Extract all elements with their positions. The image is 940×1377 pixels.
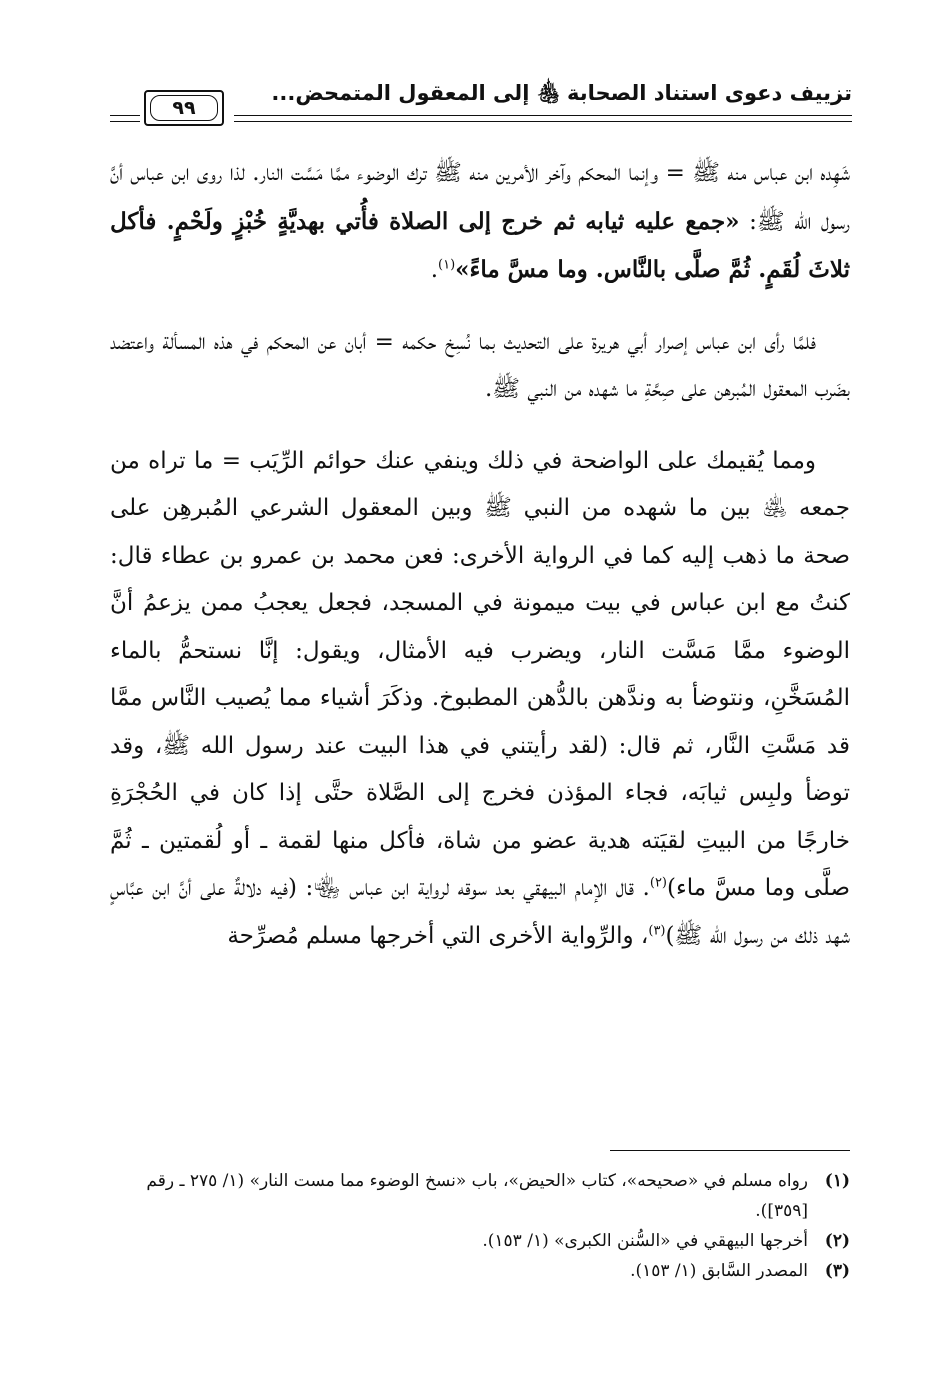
header-rule-left-top: [110, 115, 140, 116]
footnote-2-number: (٢): [824, 1231, 850, 1251]
paragraph-3-part-c: ، والرِّواية الأخرى التي أخرجها مسلم مُصرِّحة: [227, 922, 649, 949]
page-number-frame: [144, 90, 224, 126]
footnote-1-number: (١): [824, 1171, 850, 1191]
paragraph-2: فلمَّا رأى ابن عباس إصرار أبي هريرة على التحديث بما نُسِخ حكمه = أبان عن المحكم في هذه المسألة واعتضد بضَرب المعقول المُبرهن على صِحَّةِ ما شهده من النبي ﷺ.: [110, 328, 850, 402]
paragraph-1-tail: .: [430, 257, 438, 283]
paragraph-1: [110, 150, 850, 295]
paragraph-3-part-a: ومما يُقيمك على الواضحة في ذلك وينفي عنك حوائم الرِّيَب = ما تراه من جمعه ﵁ بين ما شهده من النبي ﷺ وبين المعقول الشرعي المُبرهِن على صحة ما ذهب إليه كما في الرواية الأخرى: فعن محمد بن عمرو بن عطاء قال: كنتُ مع ابن عباس في بيت ميمونة في المسجد، فجعل يعجبُ ممن يزعمُ أنَّ الوضوء ممَّا مَسَّت النار، ويضرب فيه الأمثال، ويقول: إنَّا نستحمُّ بالماء المُسَخَّنِ، ونتوضأ به وندَّهن بالدُّهن المطبوخ. وذكَرَ أشياء مما يُصيب النَّاس ممَّا قد مَسَّتِ النَّار، ثم قال: (لقد رأيتني في هذا البيت عند رسول الله ﷺ، وقد توضأ ولبِس ثيابَه، فجاء المؤذن فخرج إلى الصَّلاة حتَّى إذا كان في الحُجْرَةِ خارجًا من البيتِ لقيَته هدية عضو من شاة، فأكل منها لقمة ـ أو لُقمتين ـ ثُمَّ صلَّى وما مسَّ ماء): [110, 447, 850, 901]
footnote-2-text: أخرجها البيهقي في «السُّنن الكبرى» (١/ ١٥٣).: [482, 1231, 808, 1251]
footnote-1: [110, 1166, 850, 1226]
footnote-ref-2[interactable]: (٢): [649, 875, 667, 891]
footnote-3-text: المصدر السَّابق (١/ ١٥٣).: [630, 1261, 808, 1281]
hadith-quote: «جمع عليه ثيابه ثم خرج إلى الصلاة فأُتي بهديَّةٍ خُبْزٍ ولَحْمٍ. فأكل ثلاثَ لُقَمٍ. ثُمَّ صلَّى بالنَّاس. وما مسَّ ماءً»: [110, 207, 850, 283]
page-number: ٩٩: [150, 95, 218, 121]
page-header: [110, 80, 852, 128]
running-title: تزييف دعوى استناد الصحابة ﵃ إلى المعقول المتمحض...: [271, 81, 852, 105]
footnote-divider: [610, 1150, 850, 1151]
footnote-ref-3[interactable]: (٣): [648, 922, 666, 938]
paragraph-1-lead: شَهِده ابن عباس منه ﷺ = وإنما المحكم وآخر الأمرين منه ﷺ ترك الوضوء ممَّا مَسَّت النار. لذا روى ابن عباس أنَّ رسول الله ﷺ:: [110, 160, 851, 235]
header-rule-top: [234, 115, 852, 116]
paragraph-3: [110, 438, 850, 961]
header-rule-bottom: [234, 121, 852, 122]
paragraph-3-part-b: . قال الإمام البيهقي بعد سوقه لرواية ابن عباس ﵄: (فيه دلالةٌ على أنَّ ابن عبَّاسٍ شهد ذلك من رسول الله ﷺ): [110, 875, 850, 949]
footnote-3: [110, 1256, 850, 1286]
footnote-3-number: (٣): [824, 1261, 850, 1281]
footnote-ref-1[interactable]: (١): [438, 257, 456, 273]
footnote-1-text: رواه مسلم في «صحيحه»، كتاب «الحيض»، باب «نسخ الوضوء مما مست النار» (١/ ٢٧٥ ـ رقم [٣٥٩]).: [146, 1171, 808, 1221]
main-text: [110, 150, 850, 984]
footnote-2: [110, 1226, 850, 1256]
footnotes: [110, 1166, 850, 1286]
header-rule-left-bottom: [110, 121, 140, 122]
